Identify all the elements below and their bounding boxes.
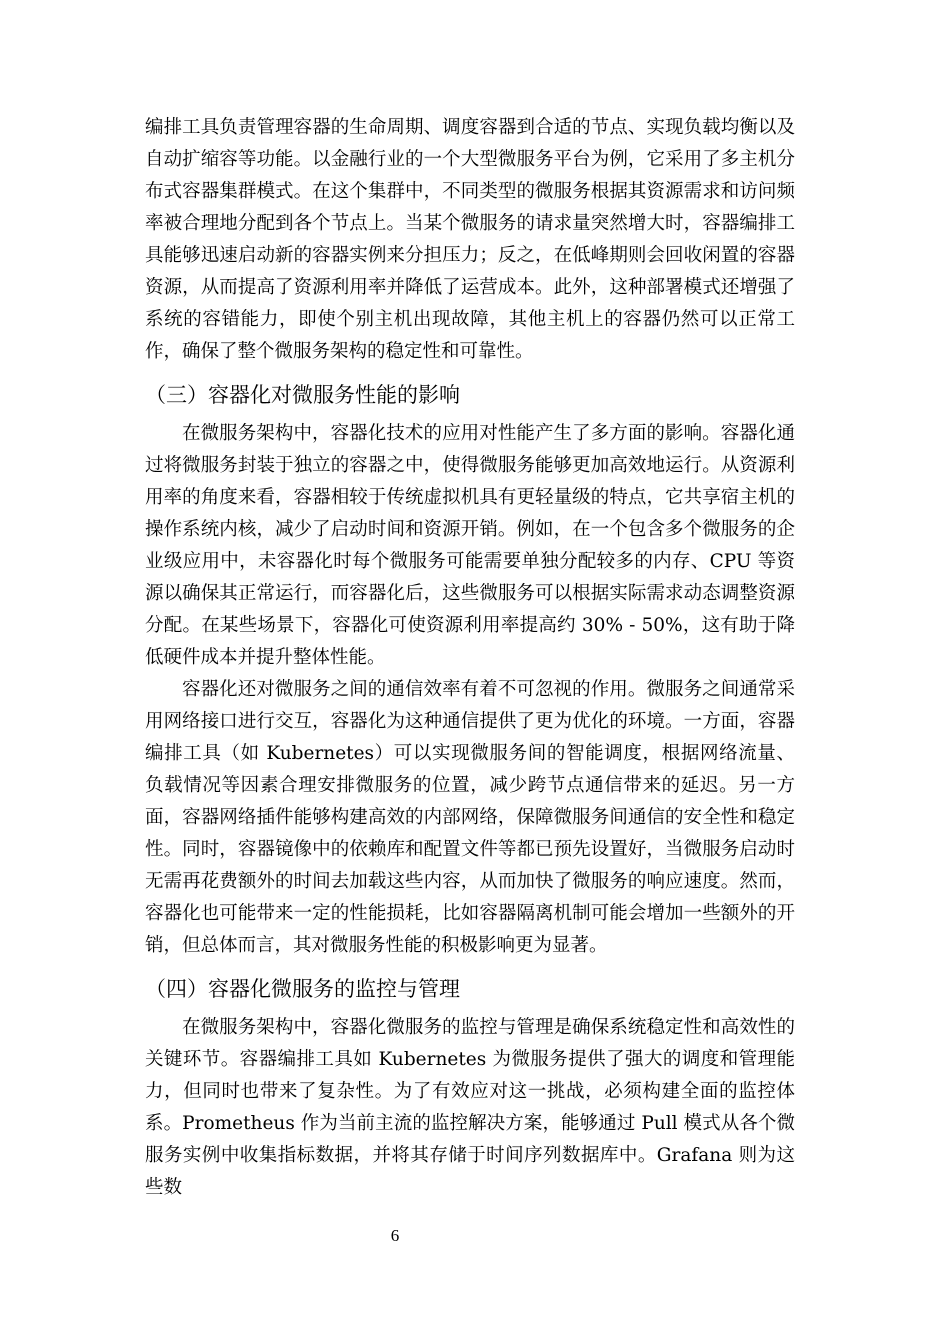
- body-paragraph: 在微服务架构中，容器化技术的应用对性能产生了多方面的影响。容器化通过将微服务封装于独立的容器之中，使得微服务能够更加高效地运行。从资源利用率的角度来看，容器相较于传统虚拟机具有更轻量级的特点，它共享宿主机的操作系统内核，减少了启动时间和资源开销。例如，在一个包含多个微服务的企业级应用中，未容器化时每个微服务可能需要单独分配较多的内存、CPU 等资源以确保其正常运行，而容器化后，这些微服务可以根据实际需求动态调整资源分配。在某些场景下，容器化可使资源利用率提高约 30% - 50%，这有助于降低硬件成本并提升整体性能。: [145, 423, 795, 668]
- section-heading: （三）容器化对微服务性能的影响: [145, 383, 460, 407]
- body-paragraph: 容器化还对微服务之间的通信效率有着不可忽视的作用。微服务之间通常采用网络接口进行交互，容器化为这种通信提供了更为优化的环境。一方面，容器编排工具（如 Kubernetes）可以实现微服务间的智能调度，根据网络流量、负载情况等因素合理安排微服务的位置，减少跨节点通信带来的延迟。另一方面，容器网络插件能够构建高效的内部网络，保障微服务间通信的安全性和稳定性。同时，容器镜像中的依赖库和配置文件等都已预先设置好，当微服务启动时无需再花费额外的时间去加载这些内容，从而加快了微服务的响应速度。然而，容器化也可能带来一定的性能损耗，比如容器隔离机制可能会增加一些额外的开销，但总体而言，其对微服务性能的积极影响更为显著。: [145, 679, 795, 956]
- body-paragraph: 在微服务架构中，容器化微服务的监控与管理是确保系统稳定性和高效性的关键环节。容器编排工具如 Kubernetes 为微服务提供了强大的调度和管理能力，但同时也带来了复杂性。为了有效应对这一挑战，必须构建全面的监控体系。Prometheus 作为当前主流的监控解决方案，能够通过 Pull 模式从各个微服务实例中收集指标数据，并将其存储于时间序列数据库中。Grafana 则为这些数: [145, 1017, 795, 1198]
- page-number: 6: [390, 1226, 400, 1245]
- section-heading: （四）容器化微服务的监控与管理: [145, 977, 460, 1001]
- body-paragraph: 编排工具负责管理容器的生命周期、调度容器到合适的节点、实现负载均衡以及自动扩缩容等功能。以金融行业的一个大型微服务平台为例，它采用了多主机分布式容器集群模式。在这个集群中，不同类型的微服务根据其资源需求和访问频率被合理地分配到各个节点上。当某个微服务的请求量突然增大时，容器编排工具能够迅速启动新的容器实例来分担压力；反之，在低峰期则会回收闲置的容器资源，从而提高了资源利用率并降低了运营成本。此外，这种部署模式还增强了系统的容错能力，即使个别主机出现故障，其他主机上的容器仍然可以正常工作，确保了整个微服务架构的稳定性和可靠性。: [145, 117, 795, 362]
